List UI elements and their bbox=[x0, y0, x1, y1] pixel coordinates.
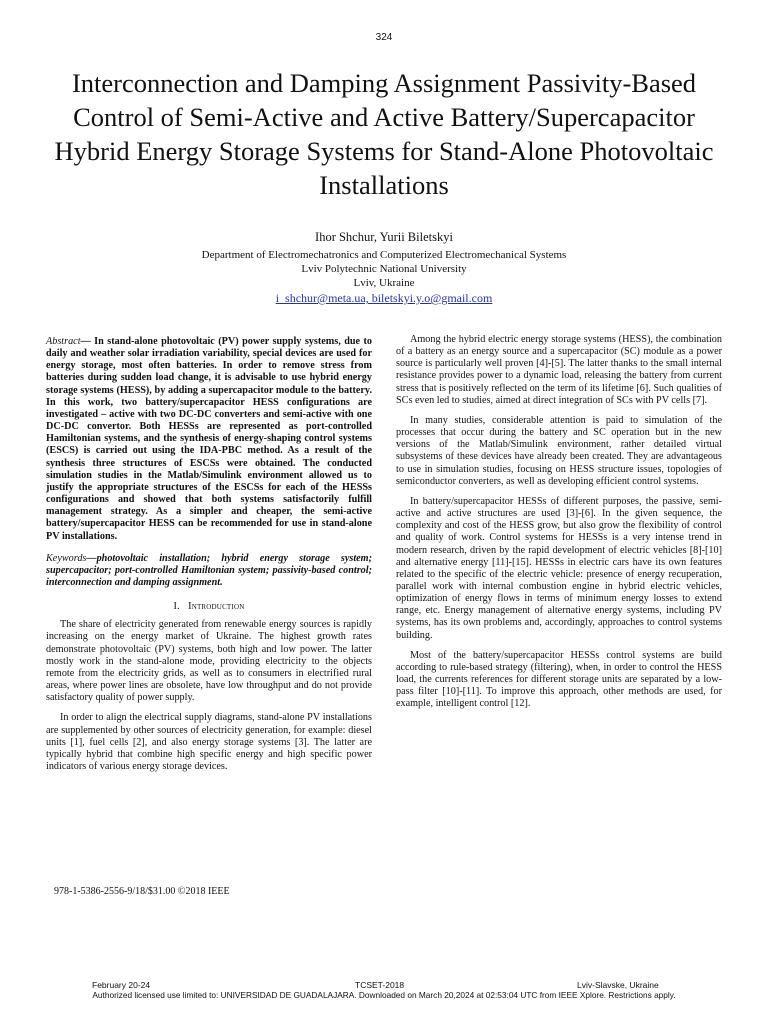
right-column bbox=[396, 334, 722, 719]
section-title: Introduction bbox=[188, 601, 245, 613]
footer-date: February 20-24 bbox=[92, 980, 151, 990]
affiliation bbox=[0, 248, 768, 305]
license-notice: Authorized licensed use limited to: UNIVERSIDAD DE GUADALAJARA. Downloaded on March 20,2024 at 02:53:04 UTC from IEEE Xplore. Restrictions apply. bbox=[92, 990, 676, 1000]
abstract bbox=[46, 336, 372, 543]
paragraph: Among the hybrid electric energy storage systems (HESS), the combination of a battery as an energy source and a supercapacitor (SC) module as a power source is particularly well proven [4]-[5]. The latter thanks to the small internal resistance provides power to a dynamic load, releasing the battery from current stress that is positively reflected on the term of its lifetime [6]. Such qualities of SCs even led to studies, aimed at direct integration of SCs with PV cells [7]. bbox=[396, 334, 722, 406]
keywords-lead: Keywords bbox=[46, 552, 87, 564]
paragraph: In order to align the electrical supply diagrams, stand-alone PV installations are supplemented by other sources of electricity generation, for example: diesel units [1], fuel cells [2], and also energy storage systems [3]. The latter are typically hybrid that combine high specific energy and high specific power indicators of various energy storage devices. bbox=[46, 712, 372, 772]
paper-title: Interconnection and Damping Assignment Passivity-Based Control of Semi-Active and Active Battery/Supercapacitor Hybrid Energy Storage Systems for Stand-Alone Photovoltaic Installations bbox=[54, 68, 714, 200]
paragraph: The share of electricity generated from renewable energy sources is rapidly increasing on the energy market of Ukraine. The highest growth rates demonstrate photovoltaic (PV) systems, both high and low power. The latter mostly work in the stand-alone mode, providing electricity to the objects remote from the electricity grids, as well as to consumers in electrified rural areas, where power lines are obsolete, have low throughput and do not provide satisfactory quality of power supply. bbox=[46, 619, 372, 704]
author-emails[interactable]: i_shchur@meta.ua, biletskyi.y.o@gmail.com bbox=[275, 291, 493, 305]
paragraph: In battery/supercapacitor HESSs of different purposes, the passive, semi-active and active structures are used [3]-[6]. In the given sequence, the complexity and cost of the HESS grow, but also grow the flexibility of control and quality of work. Control systems for HESSs is a very intense trend in modern research, driven by the rapid development of electric vehicles [8]-[10] and alternative energy [11]-[15]. HESSs in electric cars have its own features related to the specific of the electric vehicle: presence of energy recuperation, parallel work with internal combustion engine in hybrid electric vehicles, optimization of energy flows in terms of minimum energy losses to extend range, etc. Energy management of alternative energy systems, including PV systems, has its own problems and, accordingly, approaches to control systems building. bbox=[396, 495, 722, 641]
page-number: 324 bbox=[375, 32, 393, 43]
footer-conference: TCSET-2018 bbox=[355, 980, 405, 990]
paragraph: In many studies, considerable attention is paid to simulation of the processes that occur during the battery and SC operation but in the new versions of the Matlab/Simulink environment, rather detailed virtual subsystems of these devices have already been created. They are advantageous to use in simulation studies, focusing on HESS structure issues, topologies of semiconductor converters, as well as developing efficient control systems. bbox=[396, 414, 722, 487]
affiliation-university: Lviv Polytechnic National University bbox=[301, 263, 467, 275]
authors: Ihor Shchur, Yurii Biletskyi bbox=[315, 230, 453, 244]
copyright-notice: 978-1-5386-2556-9/18/$31.00 ©2018 IEEE bbox=[54, 886, 230, 897]
left-column bbox=[46, 336, 372, 781]
abstract-lead: Abstract bbox=[46, 336, 81, 347]
section-heading-introduction bbox=[46, 601, 372, 613]
footer-location: Lviv-Slavske, Ukraine bbox=[577, 980, 659, 990]
keywords bbox=[46, 553, 372, 589]
affiliation-location: Lviv, Ukraine bbox=[353, 277, 415, 289]
abstract-text: — In stand-alone photovoltaic (PV) power supply systems, due to daily and weather solar irradiation variability, special devices are used for energy storage, most often batteries. In order to remove stress from batteries during sudden load change, it is advisable to use hybrid energy storage systems (HESS), by adding a supercapacitor module to the battery. In this work, two battery/supercapacitor HESS configurations are investigated – active with two DC-DC converters and semi-active with one DC-DC convertor. Both HESSs are represented as port-controlled Hamiltonian systems, and the synthesis of energy-shaping control systems (ESCS) is carried out using the IDA-PBC method. As a result of the synthesis three structures of ESCSs were obtained. The conducted simulation studies in the Matlab/Simulink environment allowed us to justify the appropriate structures of the ESCSs for each of the HESSs configurations and showed that both systems satisfactorily fulfill management strategy. As a simpler and cheaper, the semi-active battery/supercapacitor HESS can be recommended for use in stand-alone PV installations. bbox=[46, 336, 372, 542]
paragraph: Most of the battery/supercapacitor HESSs control systems are build according to rule-based strategy (filtering), when, in order to control the HESS load, the currents references for different storage units are separated by a low-pass filter [10]-[11]. To improve this approach, other methods are used, for example, intelligent control [12]. bbox=[396, 649, 722, 710]
section-number: I. bbox=[173, 601, 180, 613]
affiliation-department: Department of Electromechatronics and Computerized Electromechanical Systems bbox=[201, 249, 567, 261]
keywords-text: —photovoltaic installation; hybrid energy storage system; supercapacitor; port-controlled Hamiltonian system; passivity-based control; interconnection and damping assignment. bbox=[46, 552, 372, 588]
